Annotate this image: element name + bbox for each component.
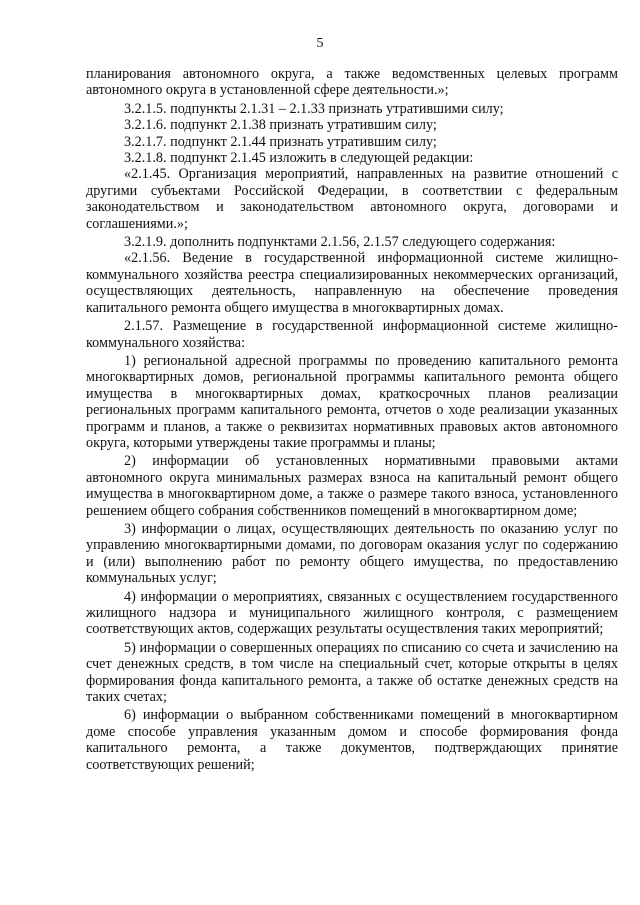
paragraph-3-2-1-7: 3.2.1.7. подпункт 2.1.44 признать утратившим силу; bbox=[124, 133, 437, 150]
list-item-4: 4) информации о мероприятиях, связанных с осуществлением государственного жилищного надзора и муниципального жилищного контроля, с размещением соответствующих актов, содержащих результаты осуществления таких мероприятий; bbox=[86, 588, 618, 638]
document-body bbox=[86, 66, 618, 773]
paragraph-3-2-1-8: 3.2.1.8. подпункт 2.1.45 изложить в следующей редакции: bbox=[124, 150, 474, 167]
paragraph-2-1-56: «2.1.56. Ведение в государственной информационной системе жилищно-коммунального хозяйства реестра специализированных некоммерческих организаций, осуществляющих деятельность, направленную на обеспечение проведения капитального ремонта общего имущества в многоквартирных домах. bbox=[86, 250, 618, 316]
list-item-6: 6) информации о выбранном собственниками помещений в многоквартирном доме способе управления указанным домом и способе формирования фонда капитального ремонта, а также документов, подтверждающих принятие соответствующих решений; bbox=[86, 707, 618, 773]
paragraph-2-1-45: «2.1.45. Организация мероприятий, направленных на развитие отношений с другими субъектами Российской Федерации, в соответствии с федеральным законодательством и законодательством автономного округа, договорами и соглашениями.»; bbox=[86, 166, 618, 232]
list-item-1: 1) региональной адресной программы по проведению капитального ремонта многоквартирных домов, региональной программы капитального ремонта общего имущества в многоквартирных домах, краткосрочных планов реализации региональных программ капитального ремонта, отчетов о ходе реализации указанных программ и планов, а также о реквизитах нормативных правовых актов автономного округа, которыми утверждены такие программы и планы; bbox=[86, 352, 618, 451]
paragraph-2-1-57: 2.1.57. Размещение в государственной информационной системе жилищно-коммунального хозяйства: bbox=[86, 318, 618, 351]
paragraph-3-2-1-9: 3.2.1.9. дополнить подпунктами 2.1.56, 2.1.57 следующего содержания: bbox=[124, 234, 556, 251]
paragraph-continuation: планирования автономного округа, а также ведомственных целевых программ автономного округа в установленной сфере деятельности.»; bbox=[86, 66, 618, 99]
list-item-5: 5) информации о совершенных операциях по списанию со счета и зачислению на счет денежных средств, в том числе на специальный счет, которые открыты в целях формирования фонда капитального ремонта, а также об остатке денежных средств на таких счетах; bbox=[86, 639, 618, 706]
paragraph-3-2-1-6: 3.2.1.6. подпункт 2.1.38 признать утратившим силу; bbox=[124, 117, 437, 134]
paragraph-3-2-1-5: 3.2.1.5. подпункты 2.1.31 – 2.1.33 признать утратившими силу; bbox=[124, 100, 504, 117]
list-item-2: 2) информации об установленных нормативными правовыми актами автономного округа минимальных размерах взноса на капитальный ремонт общего имущества в многоквартирном доме, а также о размере такого взноса, установленного решением общего собрания собственников помещений в многоквартирном доме; bbox=[86, 453, 618, 519]
page-number: 5 bbox=[316, 36, 324, 51]
list-item-3: 3) информации о лицах, осуществляющих деятельность по оказанию услуг по управлению многоквартирными домами, по договорам оказания услуг по содержанию и (или) выполнению работ по ремонту общего имущества, по предоставлению коммунальных услуг; bbox=[86, 520, 618, 587]
